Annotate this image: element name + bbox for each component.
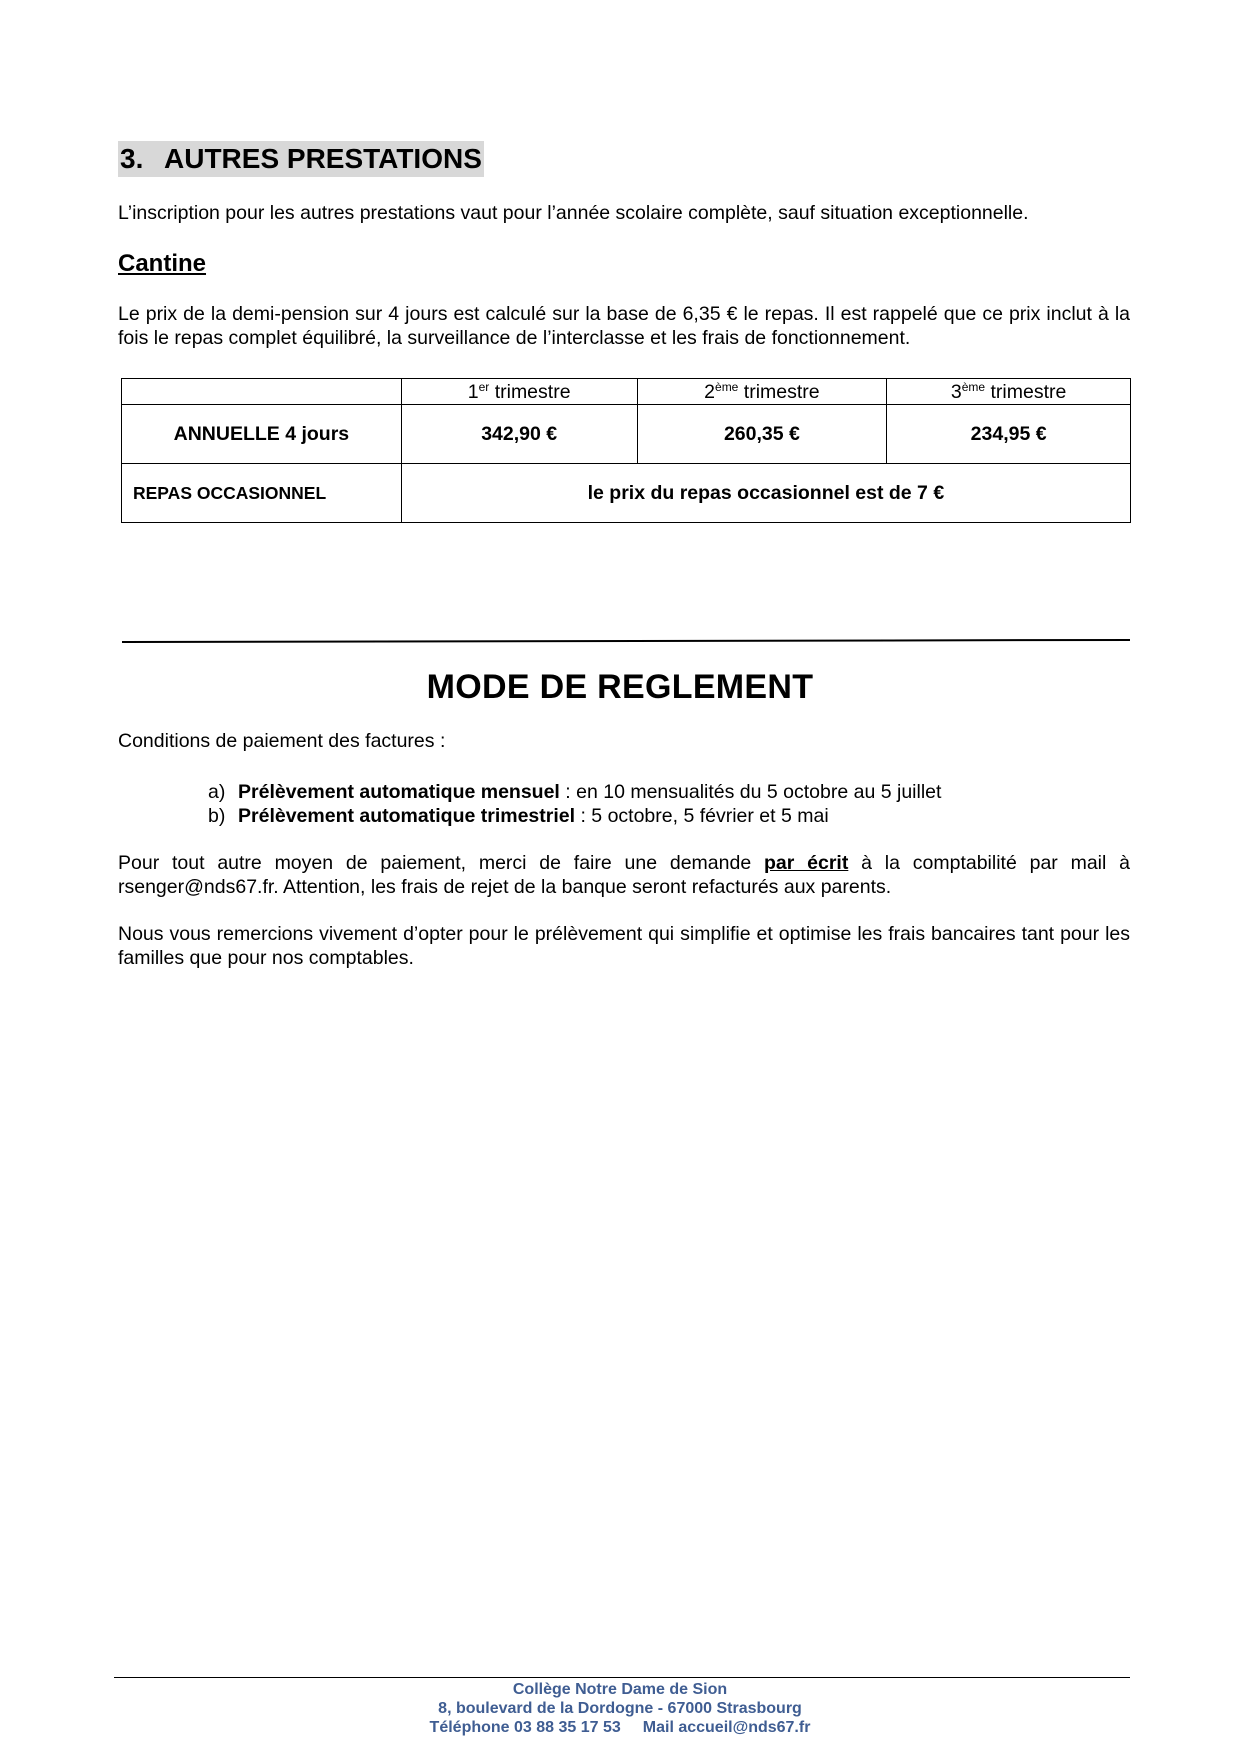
- annual-value-trimester-3: 234,95 €: [887, 405, 1131, 464]
- table-header-row: [122, 379, 1131, 405]
- table-row-occasional: [122, 464, 1131, 523]
- footer-line: [114, 1677, 1130, 1678]
- footer-address: 8, boulevard de la Dordogne - 67000 Strasbourg: [438, 1700, 802, 1717]
- emphasis-par-ecrit: par écrit: [763, 852, 849, 874]
- section-heading: [118, 141, 484, 177]
- list-item: [208, 780, 941, 804]
- table-corner-cell: [122, 379, 402, 405]
- header-trimester-3: 3ème trimestre: [887, 379, 1131, 405]
- occasional-label: REPAS OCCASIONNEL: [122, 464, 402, 523]
- footer-school-name: Collège Notre Dame de Sion: [512, 1681, 728, 1698]
- annual-value-trimester-1: 342,90 €: [401, 405, 637, 464]
- list-marker: b): [208, 805, 226, 827]
- list-item: [208, 804, 941, 828]
- occasional-value: le prix du repas occasionnel est de 7 €: [401, 464, 1130, 523]
- reglement-title: MODE DE REGLEMENT: [426, 668, 814, 706]
- header-trimester-2: 2ème trimestre: [637, 379, 887, 405]
- conditions-text: Conditions de paiement des factures :: [118, 730, 446, 752]
- cantine-heading: Cantine: [118, 250, 207, 277]
- annual-value-trimester-2: 260,35 €: [637, 405, 887, 464]
- separator-line: [122, 639, 1130, 643]
- footer-phone: Téléphone 03 88 35 17 53: [429, 1719, 621, 1736]
- footer-contact: [0, 1718, 1240, 1737]
- annual-label: ANNUELLE 4 jours: [122, 405, 402, 464]
- cantine-paragraph: Le prix de la demi-pension sur 4 jours est calculé sur la base de 6,35 € le repas. Il est rappelé que ce prix inclut à la fois le repas complet équilibré, la surveillance de l’interclasse et les frais de fonctionnement.: [118, 303, 1130, 349]
- list-marker: a): [208, 781, 226, 803]
- method-name: Prélèvement automatique mensuel: [238, 781, 560, 803]
- price-table: [121, 378, 1131, 523]
- method-detail: : en 10 mensualités du 5 octobre au 5 juillet: [559, 781, 942, 803]
- payment-methods-list: [208, 780, 941, 828]
- header-trimester-1: 1er trimestre: [401, 379, 637, 405]
- footer-mail: Mail accueil@nds67.fr: [642, 1719, 811, 1736]
- method-detail: : 5 octobre, 5 février et 5 mai: [575, 805, 829, 827]
- method-name: Prélèvement automatique trimestriel: [238, 805, 576, 827]
- other-payment-paragraph: Pour tout autre moyen de paiement, merci de faire une demande par écrit à la comptabilité par mail à rsenger@nds67.fr. Attention, les frais de rejet de la banque seront refacturés aux parents.: [118, 852, 1130, 898]
- section-number: 3.: [120, 143, 144, 174]
- section-title: AUTRES PRESTATIONS: [164, 143, 482, 174]
- thanks-paragraph: Nous vous remercions vivement d’opter pour le prélèvement qui simplifie et optimise les frais bancaires tant pour les familles que pour nos comptables.: [118, 923, 1130, 969]
- table-row-annual: [122, 405, 1131, 464]
- intro-paragraph: L’inscription pour les autres prestations vaut pour l’année scolaire complète, sauf situation exceptionnelle.: [118, 202, 1029, 224]
